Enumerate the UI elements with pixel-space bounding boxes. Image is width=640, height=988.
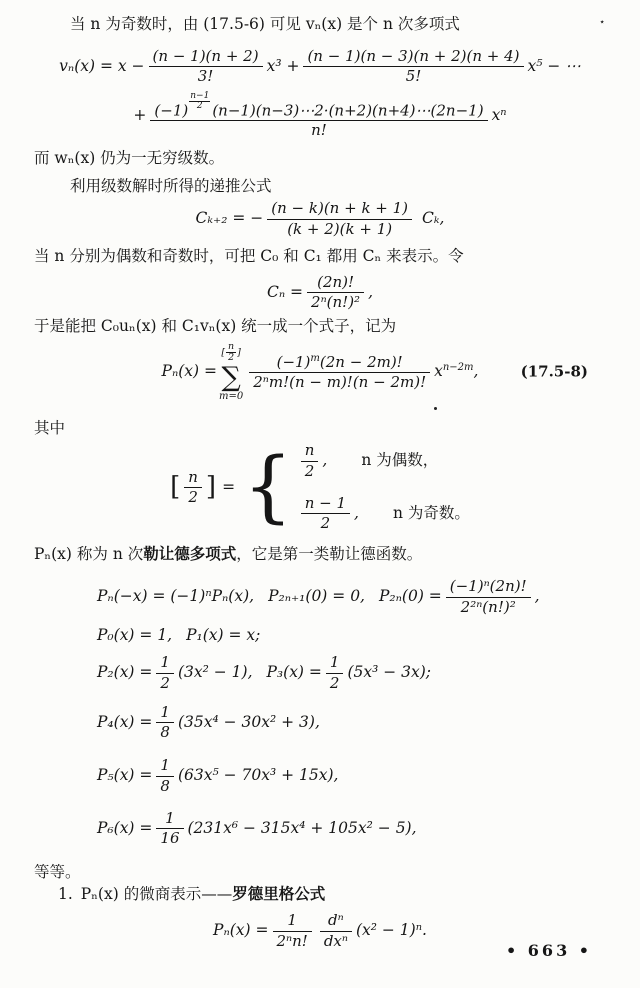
math-fragment: (2n − 2m)! <box>319 353 403 372</box>
condition-even: n 为偶数， <box>361 451 439 470</box>
cases-expression <box>170 442 470 532</box>
exponent: m <box>310 353 320 365</box>
fraction <box>156 810 183 848</box>
case-rows <box>297 442 470 532</box>
math-lhs: P₄(x) = <box>97 712 153 731</box>
text-fragment: Pₙ(x) 称为 n 次 <box>34 545 144 564</box>
formula-recurrence <box>0 200 640 238</box>
fraction <box>326 654 344 692</box>
math-lhs: P₅(x) = <box>97 766 153 784</box>
math-fragment: P₁(x) = x; <box>186 625 261 644</box>
math-fragment: (n−1)(n−3)⋯2·(n+2)(n+4)⋯(2n−1) <box>212 100 484 119</box>
math-fragment: (63x⁵ − 70x³ + 15x), <box>177 766 339 784</box>
math-fragment: Pₙ(−x) = (−1)ⁿPₙ(x), <box>97 587 255 606</box>
denominator: 2 <box>160 673 170 692</box>
numerator: n−1 <box>190 90 210 101</box>
formula-p4 <box>0 704 640 742</box>
denominator: 2 <box>304 461 315 480</box>
numerator <box>249 353 430 373</box>
equation-number: (17.5-8) <box>520 363 588 382</box>
page-number: • 663 • <box>506 941 592 960</box>
fraction <box>303 48 523 86</box>
math-fragment: P₀(x) = 1, <box>97 625 173 644</box>
text-fragment-bold: 罗德里格公式 <box>232 884 326 904</box>
para-legendre-definition <box>0 543 640 565</box>
summation <box>219 342 243 402</box>
formula-vn-series-line2 <box>0 92 640 140</box>
text-fragment: Pₙ(x) 的微商表示—— <box>80 885 233 904</box>
heading-rodrigues-formula <box>0 883 640 905</box>
denominator: 2 <box>188 487 198 506</box>
fraction <box>156 654 174 692</box>
fraction <box>156 757 174 795</box>
formula-floor-cases <box>0 442 640 532</box>
math-base: (−1) <box>276 353 311 372</box>
numerator: 1 <box>156 757 174 776</box>
margin-mark: ⋆ <box>599 17 606 28</box>
numerator: n <box>184 469 202 488</box>
fraction <box>301 442 319 480</box>
bracket-open: [ <box>170 472 181 503</box>
denominator: 2ⁿn! <box>276 931 308 950</box>
math-fragment: x³ + <box>266 56 300 75</box>
bracket-close: ] <box>205 472 217 503</box>
fraction <box>307 274 364 312</box>
numerator: (−1)ⁿ(2n)! <box>446 578 531 597</box>
denominator: n! <box>311 121 327 140</box>
denominator: 5! <box>405 67 422 86</box>
text-fragment: ，它是第一类勒让德函数。 <box>236 545 423 564</box>
denominator: (k + 2)(k + 1) <box>287 219 393 238</box>
bracket-close: ] <box>237 347 241 359</box>
fraction <box>150 92 487 140</box>
para-recurrence-intro: 利用级数解时所得的递推公式 <box>70 177 272 196</box>
denominator: 8 <box>160 776 170 795</box>
numerator: (2n)! <box>307 274 364 293</box>
numerator: 1 <box>156 654 174 673</box>
numerator: n − 1 <box>301 495 350 514</box>
denominator: 2 <box>228 352 235 364</box>
fraction <box>301 495 350 533</box>
para-etc: 等等。 <box>34 863 81 882</box>
numerator: n <box>228 341 235 353</box>
math-lhs: Pₙ(x) = <box>213 921 269 939</box>
comma: , <box>368 282 374 301</box>
fraction <box>184 469 202 507</box>
denominator: 2ⁿ(n!)² <box>311 293 361 312</box>
fraction <box>320 912 352 950</box>
denominator: 2ⁿm!(n − m)!(n − 2m)! <box>253 373 427 392</box>
comma: , <box>354 503 359 522</box>
formula-p5 <box>0 757 640 795</box>
text-fragment-bold: 勒让德多项式 <box>143 544 237 564</box>
formula-legendre-sum <box>0 342 640 402</box>
numerator: (n − 1)(n + 2) <box>149 48 263 67</box>
para-where: 其中 <box>34 419 66 438</box>
denominator: 3! <box>197 67 214 86</box>
numerator: 1 <box>156 810 183 829</box>
fraction <box>226 342 236 363</box>
math-fragment: P₂ₙ₊₁(0) = 0, <box>268 587 365 606</box>
formula-p0-p1 <box>0 626 640 645</box>
fraction <box>156 704 174 742</box>
comma: , <box>473 362 479 381</box>
math-base: x <box>434 362 443 381</box>
case-odd <box>297 495 470 533</box>
numerator: 1 <box>326 654 344 673</box>
math-lhs: Cₙ = <box>266 282 304 301</box>
math-fragment: xⁿ <box>491 105 507 124</box>
math-fragment: (x² − 1)ⁿ. <box>355 921 427 939</box>
bracket-open: [ <box>221 347 226 359</box>
math-fragment: (231x⁶ − 315x⁴ + 105x² − 5), <box>187 818 417 837</box>
math-base: (−1) <box>154 100 189 119</box>
numerator <box>150 92 487 122</box>
fraction <box>267 200 412 238</box>
numerator: 1 <box>156 704 174 723</box>
sum-upper-limit <box>219 342 243 363</box>
formula-vn-series-line1 <box>0 48 640 86</box>
math-fragment: Cₖ, <box>422 209 445 228</box>
math-fragment: (3x² − 1), <box>177 663 253 681</box>
item-number: 1. <box>58 885 73 904</box>
numerator: dⁿ <box>320 912 352 931</box>
math-lhs: P₃(x) = <box>266 663 322 681</box>
math-lhs: vₙ(x) = x − <box>59 56 145 75</box>
denominator: 2 <box>320 514 331 533</box>
sum-lower-limit: m=0 <box>219 391 244 403</box>
plus-sign: + <box>133 105 147 124</box>
fraction <box>249 353 430 392</box>
math-fragment: (35x⁴ − 30x² + 3), <box>177 712 320 731</box>
comma: , <box>534 587 540 606</box>
denominator: 2 <box>329 673 340 692</box>
math-lhs: Cₖ₊₂ = − <box>195 209 264 228</box>
case-even <box>297 442 470 480</box>
para-unify-expression: 于是能把 C₀uₙ(x) 和 C₁vₙ(x) 统一成一个式子，记为 <box>34 317 397 336</box>
math-lhs: P₂(x) = <box>97 663 153 681</box>
para-odd-n-intro: 当 n 为奇数时，由 (17.5-6) 可见 vₙ(x) 是个 n 次多项式 <box>70 15 460 33</box>
math-fragment: (5x³ − 3x); <box>347 663 432 681</box>
formula-p2-p3 <box>0 654 640 692</box>
fraction <box>273 912 312 950</box>
formula-parity-properties <box>0 578 640 616</box>
exponent-fraction <box>189 92 210 112</box>
scan-artifact-dot <box>434 407 437 410</box>
denominator: 2 <box>196 100 203 111</box>
formula-p6 <box>0 810 640 848</box>
para-even-odd-c0-c1: 当 n 分别为偶数和奇数时，可把 C₀ 和 C₁ 都用 Cₙ 来表示。令 <box>34 246 464 265</box>
numerator: 1 <box>273 912 312 931</box>
formula-cn <box>0 274 640 312</box>
math-lhs: Pₙ(x) = <box>161 362 217 381</box>
math-lhs: P₆(x) = <box>97 818 153 837</box>
para-wn-infinite-series: 而 wₙ(x) 仍为一无穷级数。 <box>34 149 225 168</box>
numerator: n <box>301 442 319 461</box>
comma: , <box>322 451 328 470</box>
sigma-symbol: ∑ <box>221 362 241 394</box>
denominator: 8 <box>160 723 170 741</box>
fraction <box>446 578 531 616</box>
equals-sign: = <box>222 477 236 496</box>
denominator: 16 <box>160 829 180 847</box>
denominator: 2²ⁿ(n!)² <box>460 597 516 616</box>
numerator: (n − 1)(n − 3)(n + 2)(n + 4) <box>303 48 523 67</box>
denominator: dxⁿ <box>323 931 348 950</box>
exponent: n−2m <box>442 362 474 374</box>
math-fragment: x⁵ − ⋯ <box>527 56 581 75</box>
curly-brace: { <box>243 442 293 533</box>
fraction <box>149 48 263 86</box>
condition-odd: n 为奇数。 <box>392 503 470 522</box>
math-lhs: P₂ₙ(0) = <box>378 587 442 606</box>
numerator: (n − k)(n + k + 1) <box>267 200 412 219</box>
